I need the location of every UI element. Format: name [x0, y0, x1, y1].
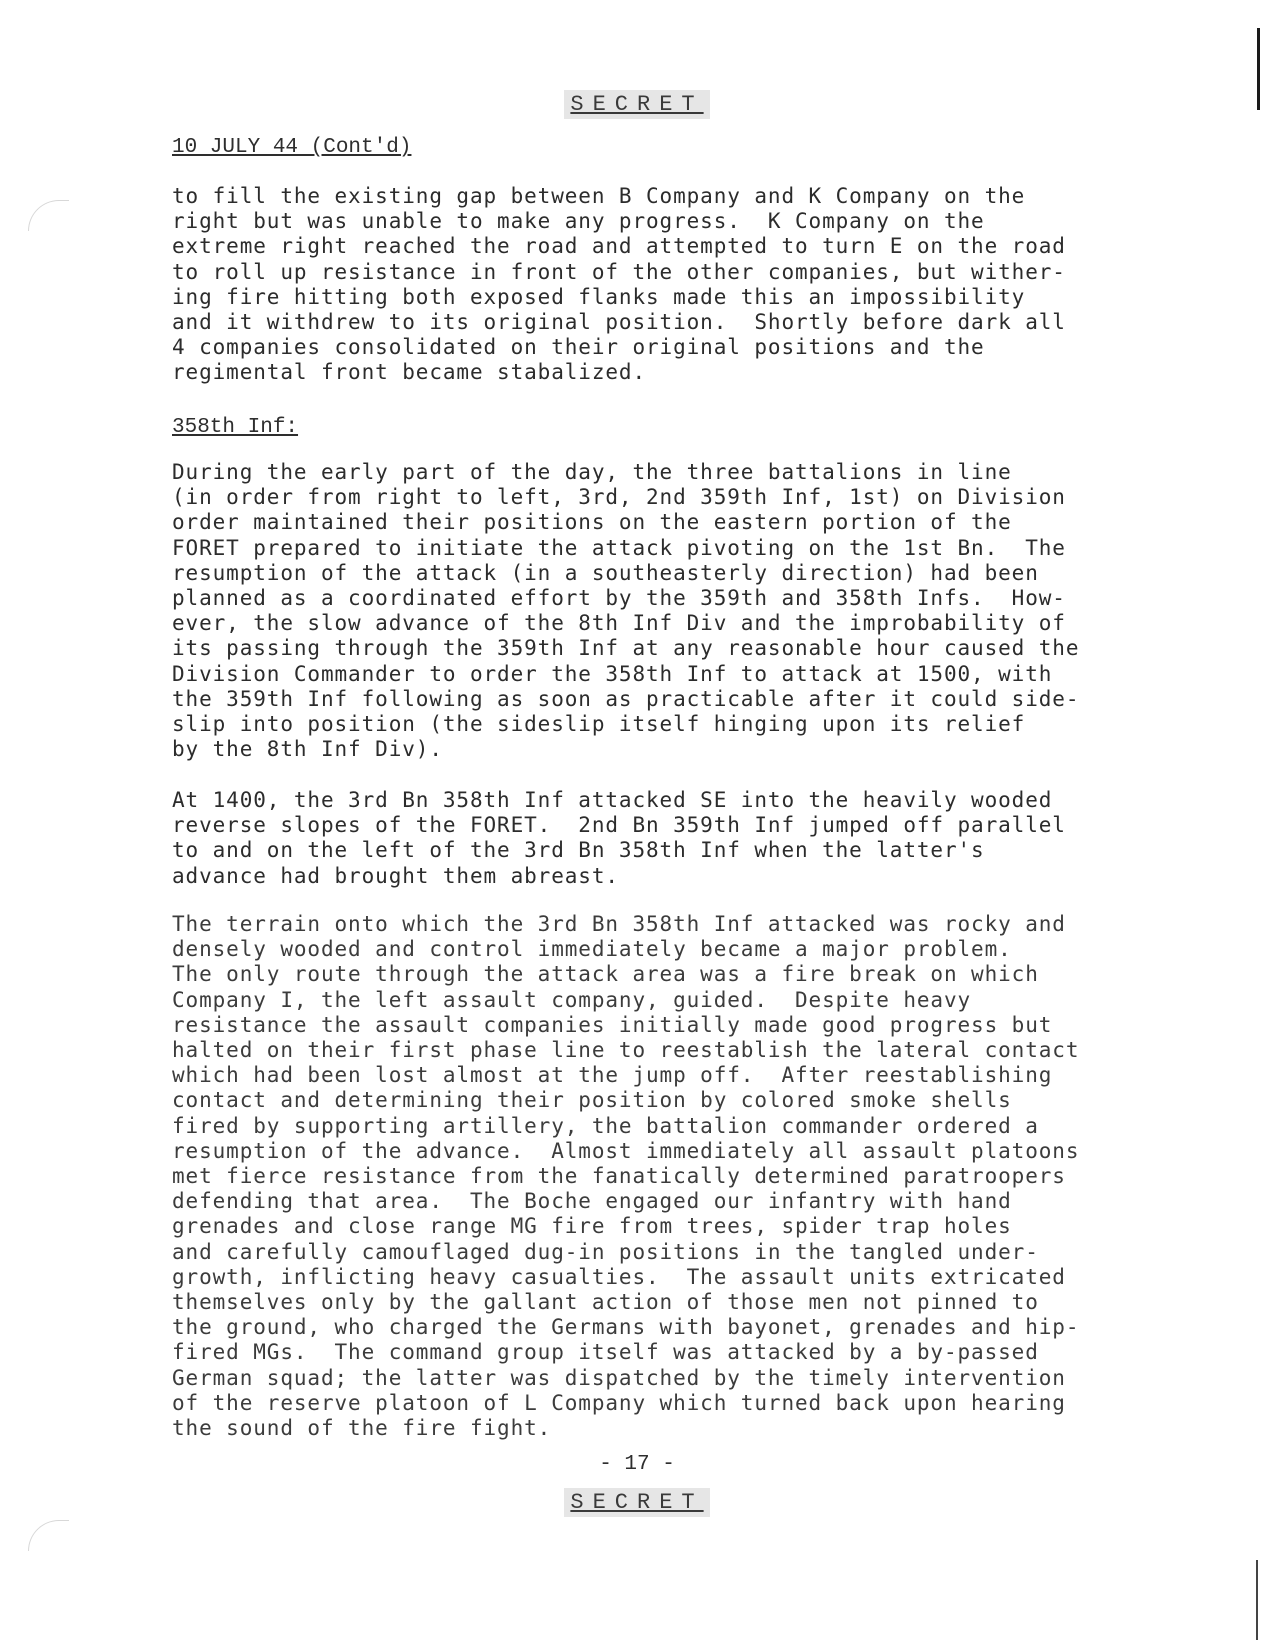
scan-artifact	[28, 200, 69, 231]
paragraph-1	[172, 184, 1172, 386]
page-number: - 17 -	[599, 1453, 675, 1476]
text-line: of the reserve platoon of L Company which turned back upon hearing	[172, 1390, 1066, 1415]
text-line: regimental front became stabalized.	[172, 360, 647, 385]
classification-footer-text: SECRET	[564, 1488, 709, 1517]
scan-artifact	[28, 1520, 69, 1551]
text-line: and carefully camouflaged dug-in positions in the tangled under-	[172, 1239, 1039, 1264]
paragraph-3	[172, 788, 1172, 889]
text-line: met fierce resistance from the fanatically determined paratroopers	[172, 1164, 1066, 1189]
scan-edge-mark	[1256, 1560, 1258, 1640]
text-line: extreme right reached the road and attempted to turn E on the road	[172, 234, 1066, 259]
text-line: fired MGs. The command group itself was attacked by a by-passed	[172, 1340, 1039, 1365]
text-line: grenades and close range MG fire from trees, spider trap holes	[172, 1214, 1012, 1239]
text-line: ing fire hitting both exposed flanks made this an impossibility	[172, 284, 1026, 309]
text-line: ever, the slow advance of the 8th Inf Div and the improbability of	[172, 611, 1066, 636]
text-line: 4 companies consolidated on their original positions and the	[172, 335, 985, 360]
text-line: Division Commander to order the 358th Inf to attack at 1500, with	[172, 661, 1053, 686]
text-line: German squad; the latter was dispatched by the timely intervention	[172, 1365, 1066, 1390]
text-line: advance had brought them abreast.	[172, 863, 619, 888]
paragraph-4	[172, 912, 1172, 1441]
text-line: defending that area. The Boche engaged our infantry with hand	[172, 1189, 1012, 1214]
classification-footer	[0, 1490, 1274, 1515]
text-line: Company I, the left assault company, guided. Despite heavy	[172, 987, 972, 1012]
text-line: right but was unable to make any progress. K Company on the	[172, 209, 985, 234]
text-line: fired by supporting artillery, the battalion commander ordered a	[172, 1113, 1039, 1138]
text-line: reverse slopes of the FORET. 2nd Bn 359th Inf jumped off parallel	[172, 813, 1066, 838]
text-line: During the early part of the day, the three battalions in line	[172, 460, 1012, 484]
text-line: themselves only by the gallant action of those men not pinned to	[172, 1290, 1039, 1315]
text-line: resumption of the attack (in a southeasterly direction) had been	[172, 560, 1039, 585]
text-line: slip into position (the sideslip itself hinging upon its relief	[172, 712, 1026, 737]
paragraph-2	[172, 460, 1172, 762]
text-line: growth, inflicting heavy casualties. The assault units extricated	[172, 1264, 1066, 1289]
text-line: to and on the left of the 3rd Bn 358th Inf when the latter's	[172, 838, 985, 863]
text-line: resistance the assault companies initially made good progress but	[172, 1012, 1053, 1037]
text-line: by the 8th Inf Div).	[172, 737, 443, 762]
text-line: the sound of the fire fight.	[172, 1416, 552, 1441]
text-line: At 1400, the 3rd Bn 358th Inf attacked SE into the heavily wooded	[172, 788, 1053, 812]
classification-header-text: SECRET	[564, 90, 709, 119]
text-line: the ground, who charged the Germans with bayonet, grenades and hip-	[172, 1315, 1080, 1340]
text-line: contact and determining their position by colored smoke shells	[172, 1088, 1012, 1113]
classification-header	[0, 92, 1274, 117]
text-line: planned as a coordinated effort by the 359th and 358th Infs. How-	[172, 586, 1066, 611]
text-line: the 359th Inf following as soon as practicable after it could side-	[172, 686, 1080, 711]
text-line: (in order from right to left, 3rd, 2nd 359th Inf, 1st) on Division	[172, 485, 1066, 510]
text-line: resumption of the advance. Almost immediately all assault platoons	[172, 1138, 1080, 1163]
text-line: densely wooded and control immediately became a major problem.	[172, 937, 1012, 962]
unit-heading: 358th Inf:	[172, 416, 299, 439]
text-line: to roll up resistance in front of the other companies, but wither-	[172, 259, 1066, 284]
text-line: halted on their first phase line to reestablish the lateral contact	[172, 1038, 1080, 1063]
text-line: to fill the existing gap between B Company and K Company on the	[172, 184, 1026, 208]
text-line: FORET prepared to initiate the attack pivoting on the 1st Bn. The	[172, 535, 1066, 560]
text-line: its passing through the 359th Inf at any reasonable hour caused the	[172, 636, 1080, 661]
date-heading: 10 JULY 44 (Cont'd)	[172, 136, 412, 159]
text-line: which had been lost almost at the jump off. After reestablishing	[172, 1063, 1053, 1088]
text-line: and it withdrew to its original position. Shortly before dark all	[172, 310, 1066, 335]
text-line: The terrain onto which the 3rd Bn 358th Inf attacked was rocky and	[172, 912, 1066, 936]
text-line: order maintained their positions on the eastern portion of the	[172, 510, 1012, 535]
text-line: The only route through the attack area was a fire break on which	[172, 962, 1039, 987]
